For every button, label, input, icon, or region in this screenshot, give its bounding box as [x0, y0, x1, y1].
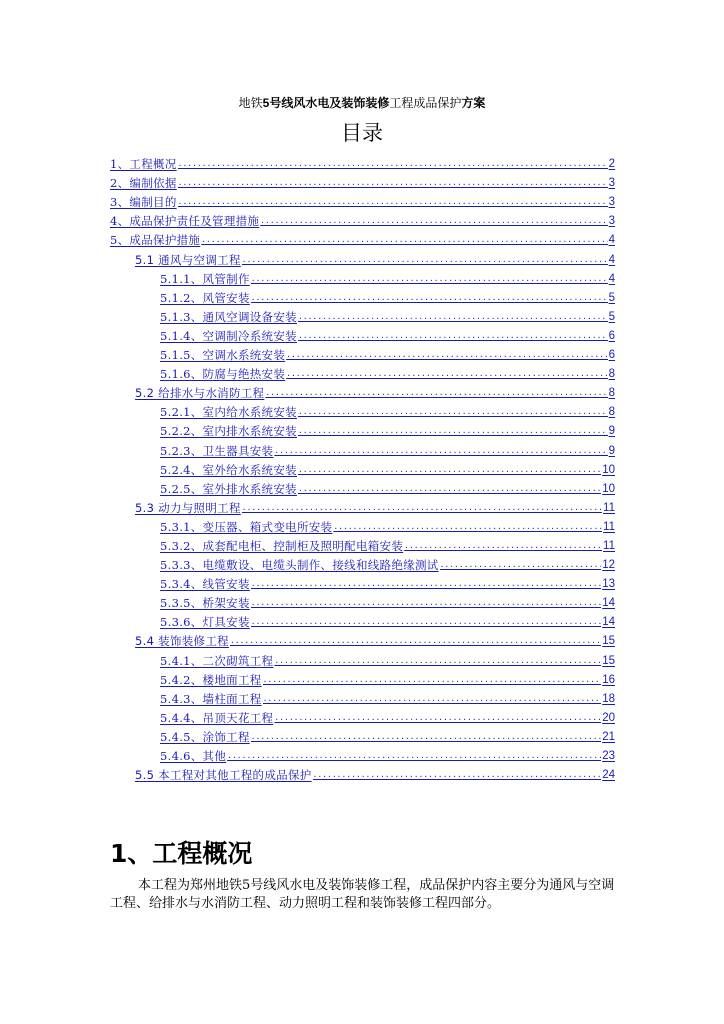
toc-title: 目录	[341, 121, 383, 145]
toc-dot-leader	[260, 214, 607, 228]
toc-entry-page: 11	[603, 501, 615, 514]
header-text-part4: 方案	[461, 96, 486, 110]
toc-entry-page: 4	[608, 272, 615, 285]
toc-entry[interactable]	[110, 515, 615, 534]
toc-entry-page: 3	[608, 215, 615, 228]
toc-entry-page: 15	[602, 635, 615, 648]
toc-entry-title: 5.2.2、室内排水系统安装	[160, 424, 297, 439]
toc-entry[interactable]	[110, 572, 615, 591]
toc-entry[interactable]	[110, 534, 615, 553]
toc-entry-title: 5.1 通风与空调工程	[135, 252, 241, 267]
toc-entry[interactable]	[110, 763, 615, 782]
toc-entry-page: 13	[602, 578, 615, 591]
toc-dot-leader	[274, 711, 601, 725]
toc-entry-title: 5.4.4、吊顶天花工程	[160, 710, 274, 725]
toc-entry-title: 3、编制目的	[110, 195, 177, 210]
toc-entry-title: 1、工程概况	[110, 157, 177, 172]
toc-entry-page: 4	[608, 253, 615, 266]
toc-entry-page: 14	[602, 597, 615, 610]
toc-entry-title: 5.5 本工程对其他工程的成品保护	[135, 768, 312, 783]
toc-entry-page: 8	[608, 387, 615, 400]
toc-entry-title: 5.4.6、其他	[160, 749, 227, 763]
toc-entry-title: 5.1.1、风管制作	[160, 271, 250, 286]
toc-entry[interactable]	[110, 496, 615, 515]
toc-dot-leader	[404, 539, 602, 553]
toc-dot-leader	[251, 615, 601, 629]
toc-entry-page: 20	[602, 711, 615, 724]
toc-entry[interactable]	[110, 629, 615, 648]
toc-dot-leader	[298, 463, 601, 477]
section-heading: 1、工程概况	[110, 839, 253, 868]
toc-entry-title: 5.4.1、二次砌筑工程	[160, 653, 274, 668]
toc-dot-leader	[263, 673, 602, 687]
toc-entry-title: 5.4.3、墙柱面工程	[160, 691, 262, 706]
toc-entry-page: 24	[602, 769, 615, 782]
toc-entry[interactable]	[110, 591, 615, 610]
toc-entry-title: 5.3 动力与照明工程	[135, 500, 241, 515]
toc-entry[interactable]	[110, 438, 615, 457]
toc-entry[interactable]	[110, 305, 615, 324]
toc-dot-leader	[286, 348, 607, 362]
toc-dot-leader	[242, 253, 608, 267]
toc-dot-leader	[251, 577, 601, 591]
toc-entry[interactable]	[110, 725, 615, 744]
toc-dot-leader	[251, 596, 601, 610]
toc-entry-page: 9	[608, 444, 615, 457]
toc-dot-leader	[298, 329, 608, 343]
toc-entry[interactable]	[110, 286, 615, 305]
toc-entry-page: 21	[602, 730, 615, 743]
toc-entry[interactable]	[110, 400, 615, 419]
toc-entry-page: 8	[608, 368, 615, 381]
toc-entry-page: 18	[602, 692, 615, 705]
toc-entry[interactable]	[110, 362, 615, 381]
toc-entry-title: 5、成品保护措施	[110, 233, 201, 248]
toc-entry-page: 6	[608, 349, 615, 362]
document-header	[0, 96, 724, 110]
toc-entry-title: 5.4.2、楼地面工程	[160, 672, 262, 687]
toc-dot-leader	[298, 310, 608, 324]
toc-entry-title: 5.3.3、电缆敷设、电缆头制作、接线和线路绝缘测试	[160, 558, 439, 573]
toc-entry-page: 5	[608, 291, 615, 304]
toc-entry-page: 9	[608, 425, 615, 438]
header-text-part1: 地铁	[238, 96, 263, 110]
toc-entry-page: 3	[608, 177, 615, 190]
toc-entry[interactable]	[110, 687, 615, 706]
toc-dot-leader	[178, 157, 608, 171]
toc-entry[interactable]	[110, 190, 615, 209]
toc-dot-leader	[274, 444, 607, 458]
toc-entry-page: 11	[603, 539, 615, 552]
toc-entry-page: 12	[602, 559, 615, 572]
toc-entry-page: 5	[608, 310, 615, 323]
toc-entry-page: 6	[608, 329, 615, 342]
toc-entry-title: 5.2.1、室内给水系统安装	[160, 405, 297, 420]
toc-entry[interactable]	[110, 228, 615, 247]
toc-entry[interactable]	[110, 610, 615, 629]
toc-entry-title: 5.1.2、风管安装	[160, 290, 250, 305]
toc-entry-page: 10	[602, 463, 615, 476]
toc-entry[interactable]	[110, 171, 615, 190]
toc-entry-title: 5.1.3、通风空调设备安装	[160, 309, 297, 324]
toc-entry[interactable]	[110, 668, 615, 687]
toc-entry-page: 23	[602, 750, 615, 762]
toc-entry-title: 5.1.6、防腐与绝热安装	[160, 367, 286, 382]
toc-entry-title: 5.3.6、灯具安装	[160, 615, 250, 630]
toc-entry[interactable]	[110, 419, 615, 438]
toc-entry[interactable]	[110, 152, 615, 171]
toc-dot-leader	[440, 558, 602, 572]
toc-entry-title: 5.4.5、涂饰工程	[160, 729, 250, 744]
toc-entry-title: 5.3.1、变压器、箱式变电所安装	[160, 519, 333, 534]
toc-entry-page: 8	[608, 406, 615, 419]
toc-entry-page: 14	[602, 616, 615, 629]
toc-dot-leader	[263, 692, 602, 706]
toc-entry-title: 5.3.2、成套配电柜、控制柜及照明配电箱安装	[160, 538, 404, 553]
toc-entry[interactable]	[110, 209, 615, 228]
toc-entry[interactable]	[110, 324, 615, 343]
toc-dot-leader	[230, 634, 601, 648]
section-body-paragraph: 本工程为郑州地铁5号线风水电及装饰装修工程，成品保护内容主要分为通风与空调工程、给排水与水消防工程、动力照明工程和装饰装修工程四部分。	[110, 878, 615, 911]
header-text-part3: 工程成品保护	[389, 96, 462, 110]
toc-entry[interactable]	[110, 744, 615, 763]
toc-entry-title: 5.2.3、卫生器具安装	[160, 443, 274, 458]
toc-entry-page: 10	[602, 482, 615, 495]
toc-entry[interactable]	[110, 267, 615, 286]
toc-entry-title: 5.1.4、空调制冷系统安装	[160, 328, 297, 343]
toc-dot-leader	[265, 386, 607, 400]
toc-dot-leader	[333, 520, 602, 534]
toc-dot-leader	[274, 654, 601, 668]
toc-entry[interactable]	[110, 381, 615, 400]
toc-dot-leader	[286, 367, 607, 381]
toc-entry[interactable]	[110, 477, 615, 496]
toc-dot-leader	[242, 501, 602, 515]
toc-entry-title: 5.2 给排水与水消防工程	[135, 386, 265, 401]
toc-entry-page: 11	[603, 520, 615, 533]
toc-dot-leader	[201, 233, 607, 247]
toc-dot-leader	[313, 768, 602, 782]
toc-dot-leader	[251, 291, 608, 305]
toc-dot-leader	[298, 405, 608, 419]
toc-dot-leader	[251, 272, 608, 286]
toc-entry-page: 4	[608, 234, 615, 247]
header-text-part2: 5号线风水电及装饰装修	[262, 96, 390, 110]
toc-entry-page: 3	[608, 196, 615, 209]
toc-entry-title: 5.1.5、空调水系统安装	[160, 348, 286, 363]
toc-entry-title: 2、编制依据	[110, 176, 177, 191]
toc-entry-title: 5.3.5、桥架安装	[160, 596, 250, 611]
toc-entry[interactable]	[110, 648, 615, 667]
toc-entry-page: 15	[602, 654, 615, 667]
toc-entry[interactable]	[110, 343, 615, 362]
toc-entry[interactable]	[110, 706, 615, 725]
toc-dot-leader	[227, 749, 601, 763]
toc-dot-leader	[178, 176, 608, 190]
toc-entry[interactable]	[110, 458, 615, 477]
toc-entry-title: 5.3.4、线管安装	[160, 577, 250, 592]
toc-entry-title: 4、成品保护责任及管理措施	[110, 214, 260, 229]
toc-entry-page: 2	[608, 158, 615, 171]
toc-dot-leader	[298, 482, 601, 496]
toc-dot-leader	[251, 730, 601, 744]
toc-dot-leader	[298, 424, 608, 438]
toc-dot-leader	[178, 195, 608, 209]
toc-entry[interactable]	[110, 247, 615, 266]
toc-entry-title: 5.2.4、室外给水系统安装	[160, 462, 297, 477]
toc-entry-page: 16	[602, 673, 615, 686]
toc-entry[interactable]	[110, 553, 615, 572]
toc-entry-title: 5.4 装饰装修工程	[135, 634, 229, 649]
table-of-contents	[110, 152, 615, 782]
toc-entry-title: 5.2.5、室外排水系统安装	[160, 481, 297, 496]
